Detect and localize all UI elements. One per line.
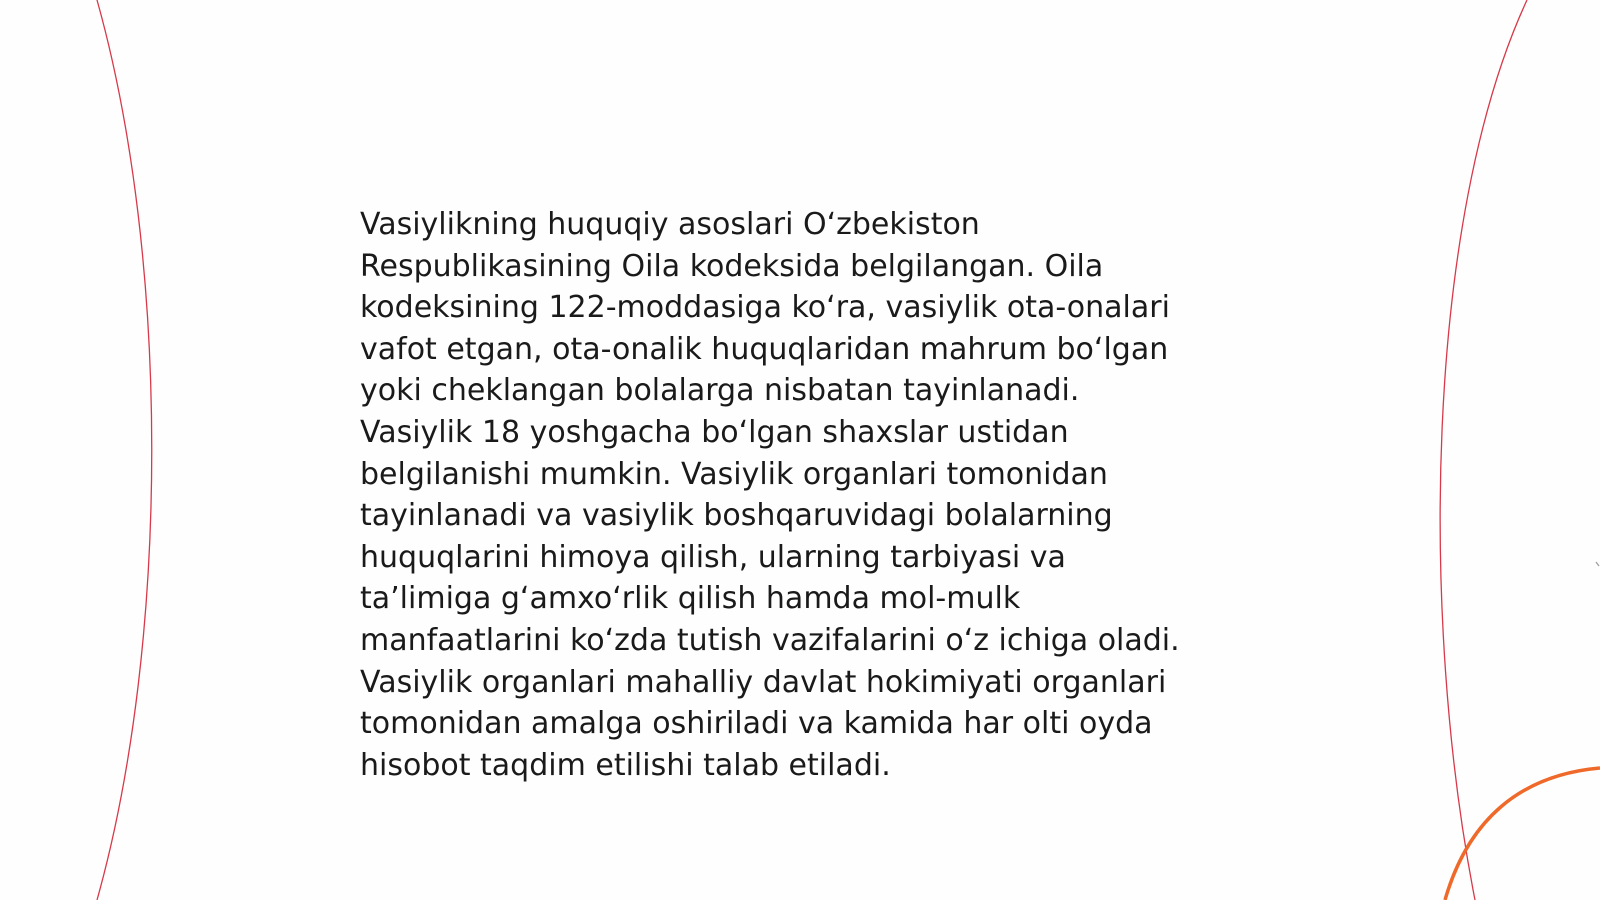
paragraph-line: yoki cheklangan bolalarga nisbatan tayinlanadi. — [360, 373, 1080, 409]
paragraph-line: manfaatlarini ko‘zda tutish vazifalarini o‘z ichiga oladi. — [360, 622, 1180, 658]
paragraph-line: belgilanishi mumkin. Vasiylik organlari tomonidan — [360, 456, 1108, 492]
paragraph-line: ta’limiga g‘amxo‘rlik qilish hamda mol-mulk — [360, 581, 1021, 617]
right-curve-line — [1440, 0, 1527, 900]
paragraph-line: Vasiylik organlari mahalliy davlat hokimiyati organlari — [360, 664, 1167, 700]
paragraph-line: vafot etgan, ota-onalik huquqlaridan mahrum bo‘lgan — [360, 331, 1169, 367]
paragraph-line: tomonidan amalga oshiriladi va kamida har olti oyda — [360, 706, 1153, 742]
paragraph-line: Respublikasining Oila kodeksida belgilangan. Oila — [360, 248, 1104, 284]
orange-accent-arc — [1445, 768, 1600, 900]
left-curve-line — [97, 0, 152, 900]
edge-mark — [1596, 562, 1599, 566]
paragraph-line: kodeksining 122-moddasiga ko‘ra, vasiylik ota-onalari — [360, 290, 1170, 326]
paragraph-line: Vasiylikning huquqiy asoslari O‘zbekiston — [360, 207, 980, 242]
paragraph-line: tayinlanadi va vasiylik boshqaruvidagi bolalarning — [360, 498, 1113, 534]
paragraph-line: Vasiylik 18 yoshgacha bo‘lgan shaxslar ustidan — [360, 414, 1069, 450]
body-paragraph — [360, 204, 1260, 786]
paragraph-line: hisobot taqdim etilishi talab etiladi. — [360, 747, 891, 783]
paragraph-line: huquqlarini himoya qilish, ularning tarbiyasi va — [360, 539, 1066, 575]
